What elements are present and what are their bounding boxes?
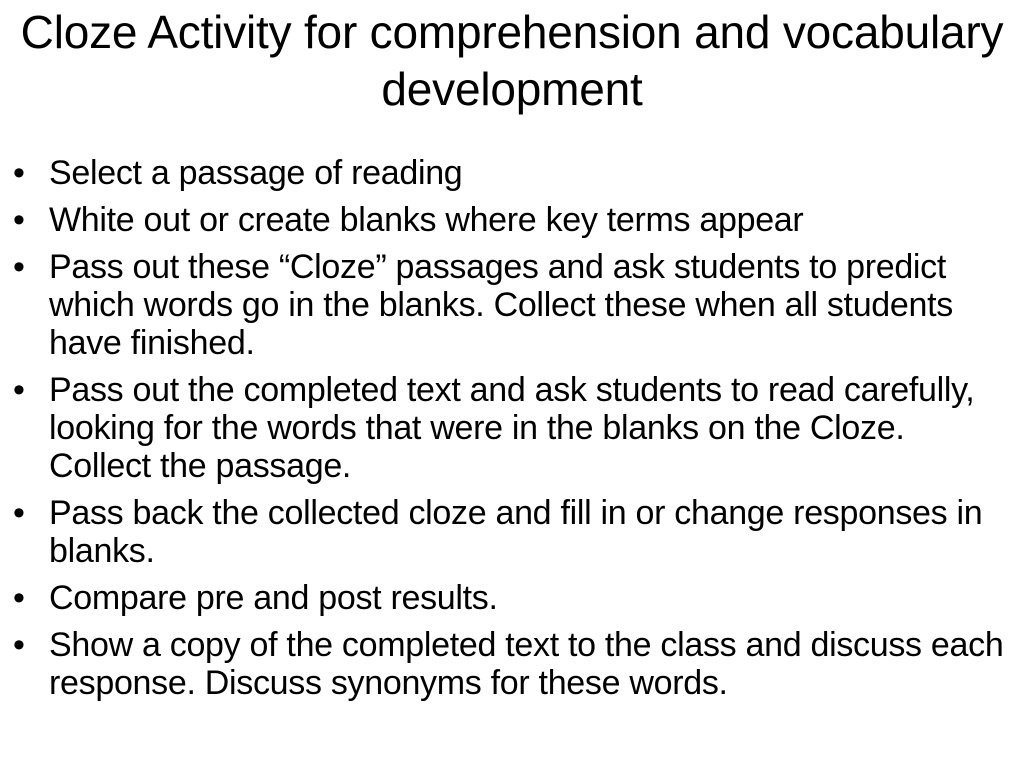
bullet-text: White out or create blanks where key terms appear [49, 201, 804, 239]
bullet-item [0, 494, 1024, 570]
bullet-text: Pass out these “Cloze” passages and ask students to predict which words go in the blanks. Collect these when all students have finished. [49, 248, 953, 362]
bullet-text: Compare pre and post results. [49, 579, 498, 617]
bullet-item [0, 154, 1024, 192]
bullet-icon: • [13, 494, 25, 532]
bullet-icon: • [13, 201, 25, 239]
bullet-list [0, 154, 1024, 711]
bullet-icon: • [13, 626, 25, 664]
bullet-item [0, 201, 1024, 239]
bullet-text: Pass out the completed text and ask students to read carefully, looking for the words that were in the blanks on the Cloze. Collect the passage. [49, 371, 975, 485]
bullet-icon: • [13, 248, 25, 286]
bullet-icon: • [13, 154, 25, 192]
bullet-text: Show a copy of the completed text to the class and discuss each response. Discuss synonyms for these words. [49, 626, 1004, 702]
bullet-item [0, 371, 1024, 485]
bullet-icon: • [13, 579, 25, 617]
slide-title: Cloze Activity for comprehension and vocabulary development [20, 6, 1004, 115]
bullet-icon: • [13, 371, 25, 409]
bullet-text: Select a passage of reading [49, 154, 463, 192]
bullet-item [0, 626, 1024, 702]
bullet-text: Pass back the collected cloze and fill in or change responses in blanks. [49, 494, 983, 570]
bullet-item [0, 248, 1024, 362]
bullet-item [0, 579, 1024, 617]
